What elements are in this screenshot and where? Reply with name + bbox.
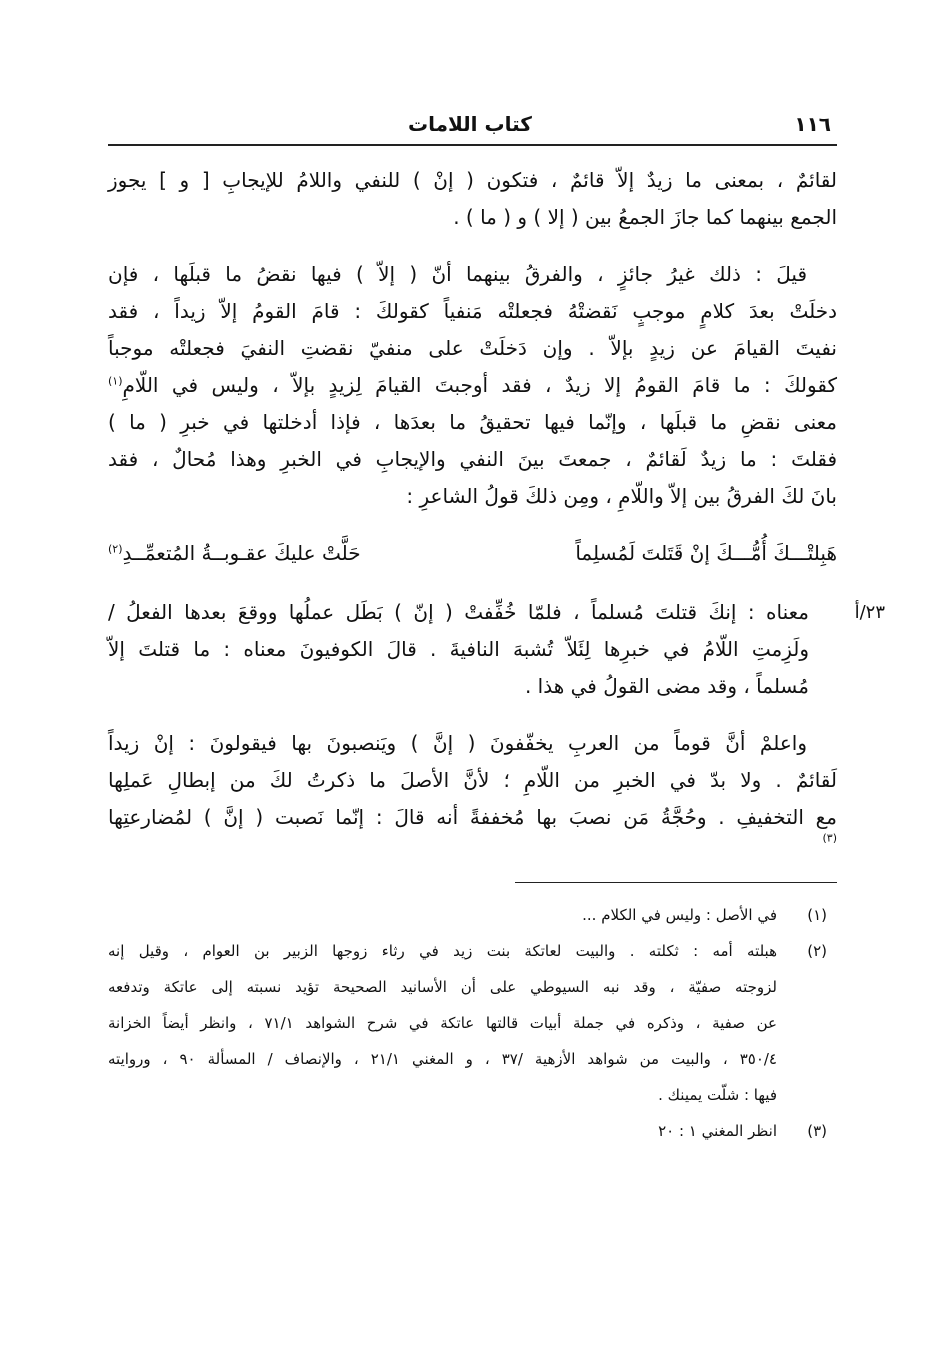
- footnote-ref[interactable]: (١): [108, 374, 123, 388]
- book-page: [108, 112, 885, 1149]
- body-line-with-ref: [108, 367, 837, 404]
- verse: [108, 535, 837, 572]
- footnote-number: (٢): [807, 942, 827, 960]
- body-line: مع التخفيفِ . وحُجَّةُ مَن نصبَ بها مُخففةً أنه قالَ : إنّما نَصبت ( إنَّ ) لمُضارعتِها: [108, 805, 837, 829]
- paragraph-with-margin-note: [108, 594, 885, 705]
- footnote-line: انظر المغني ١ : ٢٠: [658, 1122, 777, 1140]
- footnote: [108, 897, 837, 933]
- footnote-number: (١): [807, 906, 827, 924]
- verse-first-hemistich: هَبِلتْـــكَ أُمُّـــكَ إنْ قَتَلتَ لَمُسلِماً: [575, 541, 837, 565]
- footnote-text: [108, 1113, 777, 1149]
- body-line: لَقائمٌ . ولا بدّ في الخبرِ من اللّامِ ؛ لأنَّ الأصلَ ما ذكرتُ لكَ من إبطالِ عَملِها: [108, 768, 837, 792]
- footnote-rule: [515, 882, 837, 883]
- body-line: كقولكَ : ما قامَ القومُ إلا زيدٌ ، فقد أوجبتَ القيامَ لِزيدٍ بإلاّ ، وليس في اللّامِ: [122, 373, 837, 397]
- paragraph: [108, 256, 837, 515]
- paragraph: [108, 594, 837, 705]
- body-line: فقلتَ : ما زيدٌ لَقائمٌ ، جمعتَ بينَ النفي والإيجابِ في الخبرِ وهذا مُحالٌ ، فقد: [108, 447, 837, 471]
- footnote-text: [108, 897, 777, 933]
- body-line: الجمع بينهما كما جازَ الجمعُ بين ( إلا ) و ( ما ) .: [453, 205, 837, 229]
- running-title: كتاب اللامات: [408, 112, 532, 136]
- verse-second-hemistich: [108, 535, 361, 572]
- main-text: [108, 162, 885, 850]
- body-line: نفيتَ القيامَ عن زيدٍ بإلاّ . وإن دَخلَتْ على منفيّ نقضتِ النفيَ فجعلتْه موجباً: [108, 336, 837, 360]
- footnote: [108, 1113, 837, 1149]
- footnote-line: فيها : شلّت يمينك .: [658, 1086, 777, 1104]
- footnote-line: هبلته أمه : ثكلته . والبيت لعاتكة بنت زيد في رثاء زوجها الزبير بن العوام ، وقيل إنه: [108, 942, 777, 960]
- body-line: لقائمٌ ، بمعنى ما زيدٌ إلاّ قائمٌ ، فتكون ( إنْ ) للنفي واللامُ للإيجابِ [ و ] يجوز: [108, 168, 837, 192]
- body-line: دخلَتْ بعدَ كلامٍ موجبٍ نَقضتْهُ فجعلتْه مَنفياً كقولكَ : قامَ القومُ إلاّ زيداً ، فقد: [108, 299, 837, 323]
- body-line: معناه : إنكَ قتلتَ مُسلماً ، فلمّا خُفِّفتْ ( إنّ ) بَطَل عملُها ووقعَ بعدها الفعلُ /: [108, 600, 809, 624]
- body-line: ولَزِمتِ اللّامُ في خبرِها لِئَلاّ تُشبهَ النافيةَ . قالَ الكوفيونَ معناه : ما قتلتَ إلاّ: [108, 637, 809, 661]
- verse-text: حَلَّتْ عليكَ عقـوبــةُ المُتعمِّــدِ: [122, 541, 361, 565]
- body-line: معنى نقضِ ما قبلَها ، وإنّما فيها تحقيقُ ما بعدَها ، فإذا أدخلتها في خبرِ ( ما ): [108, 410, 837, 434]
- paragraph: [108, 725, 837, 836]
- running-header: [108, 112, 837, 146]
- body-line: مُسلماً ، وقد مضى القولُ في هذا .: [524, 674, 809, 698]
- footnote: [108, 933, 837, 1113]
- footnote-ref-holder: [108, 831, 837, 850]
- body-line-with-ref: [108, 762, 837, 799]
- footnotes: [108, 897, 837, 1149]
- footnote-ref[interactable]: (٢): [108, 542, 123, 556]
- footnote-line: عن صفية ، وذكره في جملة أبيات قالتها عاتكة في شرح الشواهد ٧١/١ ، وانظر أيضاً الخزانة: [108, 1014, 777, 1032]
- footnote-text: [108, 933, 777, 1113]
- body-line: قيلَ : ذلك غيرُ جائزٍ ، والفرقُ بينهما أنّ ( إلاّ ) فيها نقضُ ما قبلَها ، فإن: [108, 262, 807, 286]
- paragraph: [108, 162, 837, 236]
- body-line: بانَ لكَ الفرقُ بين إلاّ واللّامِ ، ومِن ذلكَ قولُ الشاعرِ :: [406, 484, 837, 508]
- footnote-number: (٣): [807, 1122, 827, 1140]
- footnote-line: لزوجته صفيّة ، وقد نبه السيوطي على أن الأسانيد الصحيحة تؤيد نسبته إلى عاتكة وتدفعه: [108, 978, 777, 996]
- manuscript-folio-note: ٢٣/أ: [854, 602, 885, 623]
- footnote-line: في الأصل : وليس في الكلام ...: [582, 906, 777, 924]
- footnote-ref[interactable]: (٣): [822, 831, 837, 845]
- footnote-line: ٣٥٠/٤ ، والبيت من شواهد الأزهية /٣٧ ، و المغني ٢١/١ ، والإنصاف / المسألة ٩٠ ، وروايته: [108, 1050, 777, 1068]
- page-number: ١١٦: [794, 112, 831, 136]
- body-line: واعلمْ أنَّ قوماً من العربِ يخفّفونَ ( إنَّ ) ويَنصبونَ بها فيقولونَ : إنْ زيداً: [108, 731, 807, 755]
